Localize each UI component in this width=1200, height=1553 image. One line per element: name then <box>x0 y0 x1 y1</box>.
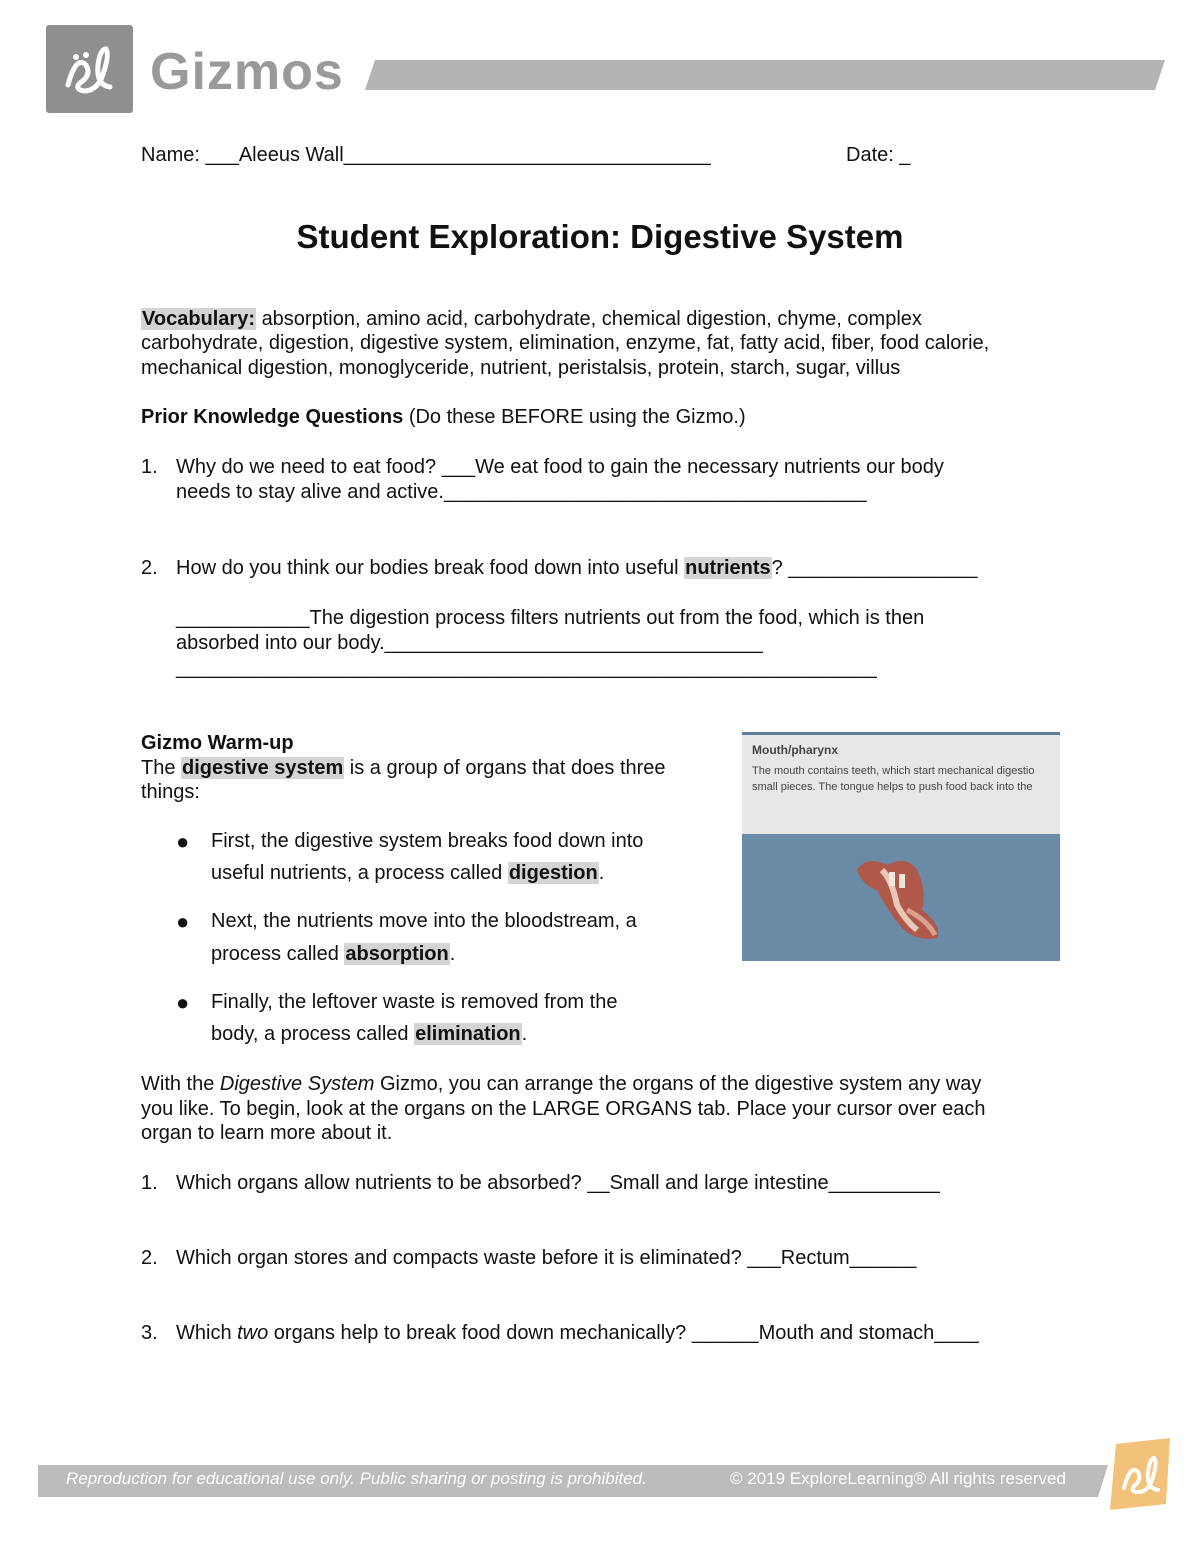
footer-copyright: © 2019 ExploreLearning® All rights reserved <box>730 1469 1066 1488</box>
warmup-q3-after: organs help to break food down mechanically? ______Mouth and stomach____ <box>268 1322 979 1344</box>
gizmo-panel-line-1: The mouth contains teeth, which start mechanical digestio <box>752 765 1035 777</box>
warmup-heading: Gizmo Warm-up <box>141 732 294 754</box>
warmup-para-line-3: organ to learn more about it. <box>141 1122 393 1144</box>
vocabulary-line-3: mechanical digestion, monoglyceride, nutrient, peristalsis, protein, starch, sugar, villus <box>141 357 901 379</box>
prior-q2-line-4: _______________________________________________________________ <box>176 657 877 679</box>
prior-knowledge-title: Prior Knowledge Questions <box>141 406 404 428</box>
highlight-nutrients: nutrients <box>685 557 771 579</box>
warmup-para-line-2: you like. To begin, look at the organs on the LARGE ORGANS tab. Place your cursor over each <box>141 1098 986 1120</box>
bullet-1-period: . <box>598 862 605 884</box>
question-number: 3. <box>141 1322 158 1344</box>
bullet-2-period: . <box>449 943 456 965</box>
bullet-2-line-1: Next, the nutrients move into the bloodstream, a <box>211 910 637 932</box>
page-title: Student Exploration: Digestive System <box>296 218 904 255</box>
warmup-q1-text: Which organs allow nutrients to be absorbed? __Small and large intestine__________ <box>176 1172 940 1194</box>
date-field: Date: _ <box>846 144 911 166</box>
prior-q1-text: Why do we need to eat food? ___We eat food to gain the necessary nutrients our body <box>176 456 944 478</box>
bullet-3-line-1: Finally, the leftover waste is removed from the <box>211 991 618 1013</box>
bullet-3-text: body, a process called <box>211 1023 415 1045</box>
gizmo-panel-line-2: small pieces. The tongue helps to push food back into the <box>752 781 1033 793</box>
prior-q2-text: How do you think our bodies break food down into useful <box>176 557 685 579</box>
bullet-1-text: useful nutrients, a process called <box>211 862 508 884</box>
header-bar <box>365 60 1165 90</box>
bullet-2-line-2 <box>211 942 455 967</box>
el-logo-icon <box>46 25 133 113</box>
bullet-icon: ● <box>176 829 190 854</box>
bullet-1-line-1: First, the digestive system breaks food down into <box>211 830 644 852</box>
para-text-before: With the <box>141 1073 220 1095</box>
warmup-intro-before: The <box>141 757 182 779</box>
prior-q2-blank: ? _________________ <box>771 557 978 579</box>
warmup-intro-line-1 <box>141 756 666 781</box>
warmup-q1 <box>141 1171 940 1196</box>
para-gizmo-name: Digestive System <box>219 1073 375 1095</box>
bullet-1-line-2 <box>211 861 604 886</box>
question-number: 1. <box>141 456 158 478</box>
prior-knowledge-note: (Do these BEFORE using the Gizmo.) <box>403 406 746 428</box>
prior-q1-line-2: needs to stay alive and active.______________________________________ <box>176 481 867 503</box>
bullet-2-text: process called <box>211 943 345 965</box>
gizmos-logo <box>46 25 133 113</box>
warmup-para-line-1 <box>141 1072 981 1097</box>
prior-knowledge-heading <box>141 405 746 430</box>
brand-title: Gizmos <box>150 43 344 101</box>
vocabulary-line-1 <box>141 307 922 332</box>
question-number: 1. <box>141 1172 158 1194</box>
bullet-icon: ● <box>176 909 190 934</box>
bullet-icon: ● <box>176 990 190 1015</box>
mouth-organ-icon <box>847 850 957 945</box>
vocabulary-line-2: carbohydrate, digestion, digestive system, elimination, enzyme, fat, fatty acid, fiber, food calorie, <box>141 332 990 354</box>
question-number: 2. <box>141 1247 158 1269</box>
warmup-q3 <box>141 1321 979 1346</box>
highlight-digestion: digestion <box>508 862 598 884</box>
prior-q1-line-1 <box>141 455 944 480</box>
highlight-digestive-system: digestive system <box>182 757 344 779</box>
name-field: Name: ___Aleeus Wall_________________________________ <box>141 144 711 166</box>
vocabulary-text-1: absorption, amino acid, carbohydrate, chemical digestion, chyme, complex <box>261 308 922 330</box>
highlight-elimination: elimination <box>415 1023 521 1045</box>
prior-q2-line-3: absorbed into our body.__________________________________ <box>176 632 763 654</box>
gizmo-info-panel <box>742 732 1060 834</box>
warmup-q2 <box>141 1246 916 1271</box>
bullet-3-line-2 <box>211 1022 527 1047</box>
prior-q2-line-1 <box>141 556 977 581</box>
highlight-absorption: absorption <box>345 943 449 965</box>
explorelearning-logo-icon <box>1108 1438 1174 1510</box>
warmup-q3-before: Which <box>176 1322 238 1344</box>
warmup-q3-italic: two <box>237 1322 269 1344</box>
para-text-after: Gizmo, you can arrange the organs of the digestive system any way <box>374 1073 982 1095</box>
bullet-3-period: . <box>521 1023 528 1045</box>
vocabulary-label: Vocabulary: <box>142 308 255 330</box>
gizmo-screenshot <box>742 732 1060 961</box>
prior-q2-line-2: ____________The digestion process filters nutrients out from the food, which is then <box>176 607 925 629</box>
warmup-q2-text: Which organ stores and compacts waste before it is eliminated? ___Rectum______ <box>176 1247 917 1269</box>
question-number: 2. <box>141 557 158 579</box>
gizmo-panel-title: Mouth/pharynx <box>752 743 838 757</box>
warmup-intro-after: is a group of organs that does three <box>344 757 666 779</box>
footer-notice: Reproduction for educational use only. Public sharing or posting is prohibited. <box>66 1469 647 1488</box>
warmup-intro-line-2: things: <box>141 781 200 803</box>
